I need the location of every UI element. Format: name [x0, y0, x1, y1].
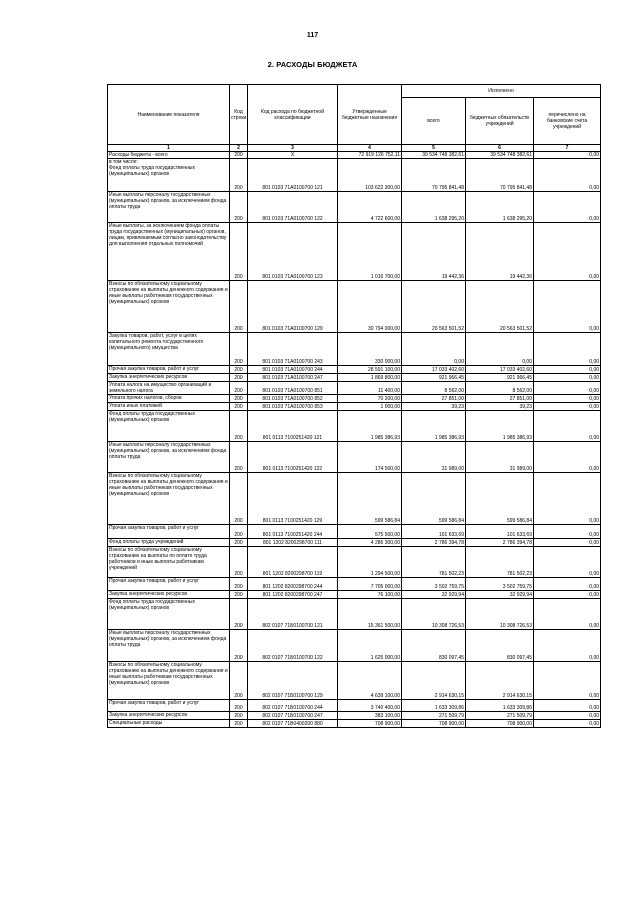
row-classification-code: 802 0107 71Б0100700 247 [248, 712, 338, 720]
table-row [108, 159, 601, 192]
row-total: 708 900,00 [402, 720, 466, 728]
table-row [108, 539, 601, 547]
row-institutions: 1 633 309,86 [466, 700, 534, 712]
row-institutions: 2 914 630,15 [466, 662, 534, 700]
row-transferred: 0,00 [534, 223, 601, 281]
header-approved: Утвержденные бюджетные назначения [338, 85, 402, 145]
row-line-code: 200 [230, 366, 248, 374]
row-approved: 103 622 300,00 [338, 159, 402, 192]
row-classification-code: 802 0107 71Б0100700 244 [248, 700, 338, 712]
row-classification-code: 801 0103 71А0100700 851 [248, 382, 338, 395]
row-name: Уплата прочих налогов, сборов [108, 395, 230, 403]
row-institutions: 20 563 501,52 [466, 281, 534, 333]
row-total: 32 929,94 [402, 591, 466, 599]
row-classification-code: X [248, 152, 338, 159]
row-approved: 1 000,00 [338, 403, 402, 411]
row-classification-code: 801 0113 7100251420 129 [248, 473, 338, 525]
row-name: Специальные расходы [108, 720, 230, 728]
row-line-code: 200 [230, 662, 248, 700]
row-name: Фонд оплаты труда государственных (муниципальных) органов [108, 411, 230, 442]
row-transferred: 0,00 [534, 630, 601, 662]
row-name: Уплата налога на имущество организаций и земельного налога [108, 382, 230, 395]
row-institutions: 8 562,00 [466, 382, 534, 395]
row-total: 27 851,00 [402, 395, 466, 403]
row-institutions: 599 586,84 [466, 473, 534, 525]
page-number: 117 [306, 32, 319, 39]
row-transferred: 0,00 [534, 382, 601, 395]
row-approved: 1 016 700,00 [338, 223, 402, 281]
row-institutions: 31 989,00 [466, 442, 534, 473]
table-row [108, 599, 601, 630]
row-total: 921 966,45 [402, 374, 466, 382]
row-approved: 174 500,00 [338, 442, 402, 473]
row-total: 2 786 394,78 [402, 539, 466, 547]
row-line-code: 200 [230, 700, 248, 712]
row-approved: 330 000,00 [338, 333, 402, 366]
row-classification-code: 801 0103 71А0100700 852 [248, 395, 338, 403]
row-transferred: 0,00 [534, 525, 601, 539]
row-transferred: 0,00 [534, 700, 601, 712]
row-line-code: 200 [230, 539, 248, 547]
row-total: 1 633 309,86 [402, 700, 466, 712]
row-name: Уплата иных платежей [108, 403, 230, 411]
row-institutions: 17 033 402,60 [466, 366, 534, 374]
row-line-code: 200 [230, 442, 248, 473]
row-approved: 1 869 800,00 [338, 374, 402, 382]
row-classification-code: 802 0107 71Б0100700 129 [248, 662, 338, 700]
row-total: 830 097,45 [402, 630, 466, 662]
row-total: 0,00 [402, 333, 466, 366]
row-total: 271 509,79 [402, 712, 466, 720]
row-institutions: 10 308 726,53 [466, 599, 534, 630]
table-row [108, 403, 601, 411]
row-classification-code: 801 0103 71А0100700 853 [248, 403, 338, 411]
row-transferred: 0,00 [534, 411, 601, 442]
row-line-code: 200 [230, 630, 248, 662]
row-name: Прочая закупка товаров, работ и услуг [108, 366, 230, 374]
row-line-code: 200 [230, 333, 248, 366]
row-institutions: 708 900,00 [466, 720, 534, 728]
row-institutions: 27 851,00 [466, 395, 534, 403]
row-classification-code: 801 1202 8200298700 119 [248, 547, 338, 578]
row-name: Закупка энергетических ресурсов [108, 712, 230, 720]
row-line-code: 200 [230, 591, 248, 599]
table-row [108, 152, 601, 159]
row-total: 70 795 841,48 [402, 159, 466, 192]
row-line-code: 200 [230, 473, 248, 525]
row-classification-code: 801 1202 8200298700 244 [248, 578, 338, 591]
row-institutions: 921 966,45 [466, 374, 534, 382]
row-approved: 72 919 126 752,11 [338, 152, 402, 159]
row-name: Взносы по обязательному социальному страхованию на выплаты по оплате труда работников и иные выплаты работникам учреждений [108, 547, 230, 578]
table-row [108, 662, 601, 700]
row-institutions: 781 502,23 [466, 547, 534, 578]
row-approved: 1 985 386,93 [338, 411, 402, 442]
row-total: 1 985 386,93 [402, 411, 466, 442]
table-row [108, 382, 601, 395]
table-row [108, 281, 601, 333]
row-total: 781 502,23 [402, 547, 466, 578]
row-total: 20 563 501,52 [402, 281, 466, 333]
row-institutions: 19 442,36 [466, 223, 534, 281]
row-classification-code: 802 0107 71Б0100700 122 [248, 630, 338, 662]
row-line-code: 200 [230, 411, 248, 442]
row-name: Расходы бюджета - всего [108, 152, 230, 159]
row-line-code: 200 [230, 547, 248, 578]
table-row [108, 192, 601, 223]
header-executed: Исполнено [402, 85, 601, 98]
row-transferred: 0,00 [534, 366, 601, 374]
table-row [108, 442, 601, 473]
row-transferred: 0,00 [534, 578, 601, 591]
row-transferred: 0,00 [534, 403, 601, 411]
table-row [108, 720, 601, 728]
row-classification-code: 801 0103 71А0100700 122 [248, 192, 338, 223]
table-row [108, 223, 601, 281]
table-row [108, 712, 601, 720]
column-number: 2 [230, 145, 248, 152]
table-row [108, 547, 601, 578]
row-classification-code: 801 0103 71А0100700 121 [248, 159, 338, 192]
row-total: 10 308 726,53 [402, 599, 466, 630]
column-numbers-row [108, 145, 601, 152]
row-total: 3 502 759,75 [402, 578, 466, 591]
row-total: 31 989,00 [402, 442, 466, 473]
row-approved: 1 294 500,00 [338, 547, 402, 578]
row-transferred: 0,00 [534, 442, 601, 473]
row-total: 39 534 748 382,61 [402, 152, 466, 159]
row-institutions: 70 795 841,48 [466, 159, 534, 192]
row-name: в том числе: Фонд оплаты труда государственных (муниципальных) органов [108, 159, 230, 192]
row-name: Иные выплаты персоналу государственных (муниципальных) органов, за исключением фонда оплаты труда [108, 192, 230, 223]
header-total: всего [402, 98, 466, 145]
row-line-code: 200 [230, 720, 248, 728]
row-transferred: 0,00 [534, 720, 601, 728]
table-row [108, 578, 601, 591]
row-approved: 383 100,00 [338, 712, 402, 720]
row-classification-code: 802 0107 71Б0100700 121 [248, 599, 338, 630]
row-institutions: 39,23 [466, 403, 534, 411]
row-name: Прочая закупка товаров, работ и услуг [108, 700, 230, 712]
table-row [108, 525, 601, 539]
row-institutions: 101 633,69 [466, 525, 534, 539]
row-transferred: 0,00 [534, 473, 601, 525]
row-transferred: 0,00 [534, 599, 601, 630]
row-line-code: 200 [230, 152, 248, 159]
row-classification-code: 801 0103 71А0100700 243 [248, 333, 338, 366]
column-number: 1 [108, 145, 230, 152]
row-classification-code: 802 0107 71В0400200 880 [248, 720, 338, 728]
row-total: 39,23 [402, 403, 466, 411]
column-number: 5 [402, 145, 466, 152]
row-total: 599 586,84 [402, 473, 466, 525]
row-approved: 7 705 000,00 [338, 578, 402, 591]
row-classification-code: 801 0103 71А0100700 123 [248, 223, 338, 281]
row-name: Взносы по обязательному социальному страхованию на выплаты денежного содержания и иные выплаты работникам государственных (муниципальных) органов [108, 473, 230, 525]
row-line-code: 200 [230, 578, 248, 591]
row-line-code: 200 [230, 403, 248, 411]
row-transferred: 0,00 [534, 539, 601, 547]
row-classification-code: 801 0103 71А0100700 247 [248, 374, 338, 382]
budget-expenses-table [107, 84, 601, 728]
row-approved: 599 586,84 [338, 473, 402, 525]
header-classification-code: Код расхода по бюджетной классификации [248, 85, 338, 145]
row-line-code: 200 [230, 374, 248, 382]
row-classification-code: 801 1202 8200298700 247 [248, 591, 338, 599]
row-line-code: 200 [230, 525, 248, 539]
row-institutions: 0,00 [466, 333, 534, 366]
row-classification-code: 801 0113 7100251420 244 [248, 525, 338, 539]
row-institutions: 1 985 386,93 [466, 411, 534, 442]
header-line-code: Код строки [230, 85, 248, 145]
row-institutions: 830 097,45 [466, 630, 534, 662]
row-transferred: 0,00 [534, 374, 601, 382]
table-row [108, 630, 601, 662]
row-institutions: 2 786 394,78 [466, 539, 534, 547]
row-classification-code: 801 0113 7100251420 121 [248, 411, 338, 442]
row-line-code: 200 [230, 159, 248, 192]
table-row [108, 700, 601, 712]
row-name: Закупка энергетических ресурсов [108, 591, 230, 599]
header-transferred: перечислено на банковские счета учреждений [534, 98, 601, 145]
row-institutions: 1 638 295,20 [466, 192, 534, 223]
row-transferred: 0,00 [534, 662, 601, 700]
row-line-code: 200 [230, 281, 248, 333]
row-institutions: 39 534 748 382,61 [466, 152, 534, 159]
table-row [108, 591, 601, 599]
row-approved: 4 286 300,00 [338, 539, 402, 547]
row-approved: 76 100,00 [338, 591, 402, 599]
row-name: Взносы по обязательному социальному страхованию на выплаты денежного содержания и иные выплаты работникам государственных (муниципальных) органов [108, 662, 230, 700]
row-approved: 28 591 100,00 [338, 366, 402, 374]
row-transferred: 0,00 [534, 547, 601, 578]
row-name: Иные выплаты, за исключением фонда оплаты труда государственных (муниципальных) органов, лицам, привлекаемым согласно законодательству для выполнения отдельных полномочий [108, 223, 230, 281]
row-name: Иные выплаты персоналу государственных (муниципальных) органов, за исключением фонда оплаты труда [108, 442, 230, 473]
table-row [108, 411, 601, 442]
row-approved: 3 740 400,00 [338, 700, 402, 712]
row-line-code: 200 [230, 223, 248, 281]
column-number: 6 [466, 145, 534, 152]
row-total: 17 033 402,60 [402, 366, 466, 374]
row-total: 2 914 630,15 [402, 662, 466, 700]
row-name: Прочая закупка товаров, работ и услуг [108, 525, 230, 539]
row-approved: 70 200,00 [338, 395, 402, 403]
row-total: 19 442,36 [402, 223, 466, 281]
row-institutions: 3 502 759,75 [466, 578, 534, 591]
row-transferred: 0,00 [534, 712, 601, 720]
row-transferred: 0,00 [534, 395, 601, 403]
row-total: 8 562,00 [402, 382, 466, 395]
row-approved: 575 500,00 [338, 525, 402, 539]
row-approved: 1 625 000,00 [338, 630, 402, 662]
header-name: Наименование показателя [108, 85, 230, 145]
row-institutions: 32 929,94 [466, 591, 534, 599]
row-transferred: 0,00 [534, 591, 601, 599]
row-approved: 30 794 000,00 [338, 281, 402, 333]
row-classification-code: 801 0103 71А0100700 129 [248, 281, 338, 333]
row-classification-code: 801 0103 71А0100700 244 [248, 366, 338, 374]
section-title: 2. РАСХОДЫ БЮДЖЕТА [267, 60, 358, 69]
row-total: 101 633,69 [402, 525, 466, 539]
row-classification-code: 801 1202 8200298700 111 [248, 539, 338, 547]
row-name: Иные выплаты персоналу государственных (муниципальных) органов, за исключением фонда оплаты труда [108, 630, 230, 662]
row-name: Прочая закупка товаров, работ и услуг [108, 578, 230, 591]
row-line-code: 200 [230, 395, 248, 403]
row-approved: 4 722 600,00 [338, 192, 402, 223]
row-line-code: 200 [230, 382, 248, 395]
row-transferred: 0,00 [534, 159, 601, 192]
row-transferred: 0,00 [534, 152, 601, 159]
column-number: 4 [338, 145, 402, 152]
row-approved: 11 400,00 [338, 382, 402, 395]
row-line-code: 200 [230, 599, 248, 630]
row-name: Закупка товаров, работ, услуг в целях капитального ремонта государственного (муниципального) имущества [108, 333, 230, 366]
row-approved: 708 900,00 [338, 720, 402, 728]
row-line-code: 200 [230, 192, 248, 223]
column-number: 3 [248, 145, 338, 152]
header-institutions: бюджетных обязательств учреждений [466, 98, 534, 145]
row-name: Фонд оплаты труда государственных (муниципальных) органов [108, 599, 230, 630]
row-line-code: 200 [230, 712, 248, 720]
row-name: Закупка энергетических ресурсов [108, 374, 230, 382]
row-transferred: 0,00 [534, 192, 601, 223]
row-transferred: 0,00 [534, 333, 601, 366]
table-row [108, 473, 601, 525]
table-row [108, 366, 601, 374]
row-institutions: 271 509,79 [466, 712, 534, 720]
row-name: Фонд оплаты труда учреждений [108, 539, 230, 547]
row-transferred: 0,00 [534, 281, 601, 333]
row-total: 1 638 295,20 [402, 192, 466, 223]
row-classification-code: 801 0113 7100251420 122 [248, 442, 338, 473]
table-row [108, 395, 601, 403]
row-approved: 15 361 500,00 [338, 599, 402, 630]
column-number: 7 [534, 145, 601, 152]
table-row [108, 333, 601, 366]
table-row [108, 374, 601, 382]
row-name: Взносы по обязательному социальному страхованию на выплаты денежного содержания и иные выплаты работникам государственных (муниципальных) органов [108, 281, 230, 333]
row-approved: 4 639 100,00 [338, 662, 402, 700]
